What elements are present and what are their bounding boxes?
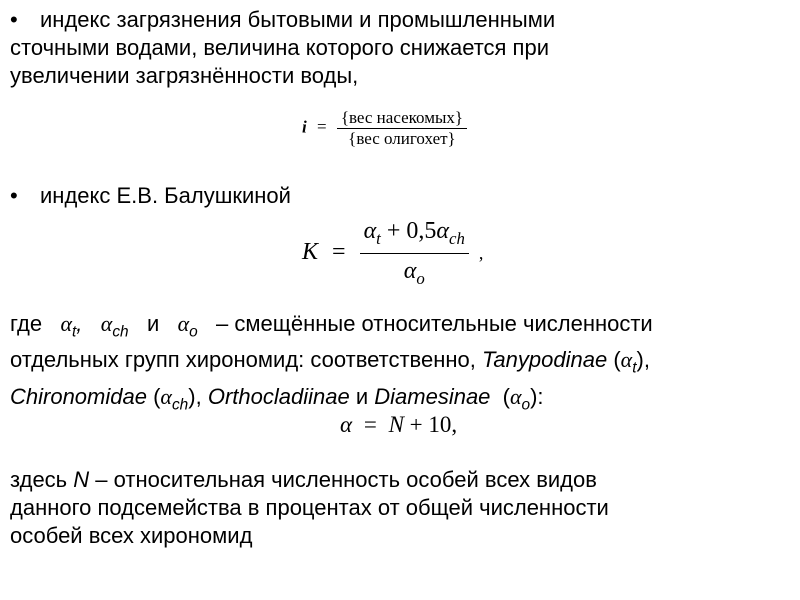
fraction-numerator <box>360 218 469 254</box>
text: – смещённые относительные численности <box>216 311 653 336</box>
subscript: t <box>632 359 637 377</box>
bullet-marker: • <box>10 7 18 32</box>
alpha-symbol: α <box>60 311 73 336</box>
comma: , <box>76 311 83 336</box>
subscript: o <box>521 396 531 414</box>
taxon-name: Diamesinae <box>374 383 491 409</box>
fraction <box>360 218 469 289</box>
alpha-symbol: α <box>509 383 522 409</box>
formula-term: + 0,5 <box>386 218 437 244</box>
formula-alpha <box>340 412 457 438</box>
text-line: данного подсемейства в процентах от общей численности <box>10 495 609 520</box>
alpha-symbol: α <box>177 311 190 336</box>
paren: ( <box>613 347 621 373</box>
alpha-symbol: α <box>620 347 633 373</box>
word: здесь <box>10 467 68 492</box>
bullet-item-balushkina-index <box>10 182 291 210</box>
bullet-marker: • <box>10 183 18 208</box>
formula-balushkina <box>302 218 483 289</box>
equals-sign: = <box>363 412 377 437</box>
text: отдельных групп хирономид: соответственно, <box>10 347 476 373</box>
subscript: o <box>416 268 425 288</box>
alpha-symbol: α <box>100 311 113 336</box>
alpha-symbol: α <box>340 412 353 437</box>
formula-lhs: i <box>302 117 307 137</box>
variable-n: N <box>388 412 404 437</box>
word: и <box>355 383 369 409</box>
alpha-symbol: α <box>436 218 449 244</box>
paren: ), <box>636 347 650 373</box>
paren: ), <box>188 383 202 409</box>
fraction <box>337 108 467 149</box>
subscript: ch <box>171 396 189 414</box>
equals-sign: = <box>316 117 327 137</box>
comma: , <box>478 242 484 263</box>
subscript: ch <box>449 228 465 248</box>
formula-insect-oligochaete-ratio <box>302 108 467 149</box>
equals-sign: = <box>332 238 346 265</box>
subscript: t <box>72 323 77 341</box>
taxon-name: Chironomidae <box>10 383 147 409</box>
paren: ( <box>502 383 510 409</box>
bullet-line-1 <box>10 6 555 34</box>
text-line <box>10 346 653 382</box>
text: индекс загрязнения бытовыми и промышленными <box>40 7 556 32</box>
text: индекс Е.В. Балушкиной <box>40 183 291 208</box>
text-line <box>10 466 609 494</box>
formula-term: + 10, <box>409 412 458 437</box>
word: где <box>10 311 43 336</box>
word: и <box>146 311 160 336</box>
subscript: ch <box>112 323 129 341</box>
bullet-item-pollution-index <box>10 6 555 90</box>
formula-lhs: K <box>302 238 319 265</box>
variable-n: N <box>73 467 90 492</box>
text: – относительная численность особей всех видов <box>95 467 597 492</box>
taxon-name: Orthocladiinae <box>207 383 350 409</box>
text-line <box>10 383 653 419</box>
paragraph-definitions <box>10 310 653 419</box>
taxon-name: Tanypodinae <box>482 347 608 373</box>
alpha-symbol: α <box>363 218 377 244</box>
alpha-symbol: α <box>160 383 172 409</box>
paragraph-n-definition <box>10 466 609 550</box>
text-line: сточными водами, величина которого снижается при <box>10 35 549 60</box>
fraction-denominator <box>400 254 429 289</box>
subscript: o <box>189 323 198 341</box>
text-line <box>10 310 653 346</box>
alpha-symbol: α <box>403 257 417 284</box>
fraction-numerator: {вес насекомых} <box>337 108 467 129</box>
paren: ): <box>530 383 544 409</box>
text-line: особей всех хирономид <box>10 523 253 548</box>
fraction-denominator: {вес олигохет} <box>348 129 456 148</box>
subscript: t <box>376 228 381 248</box>
text-line: увеличении загрязнённости воды, <box>10 63 359 88</box>
paren: ( <box>153 383 161 409</box>
